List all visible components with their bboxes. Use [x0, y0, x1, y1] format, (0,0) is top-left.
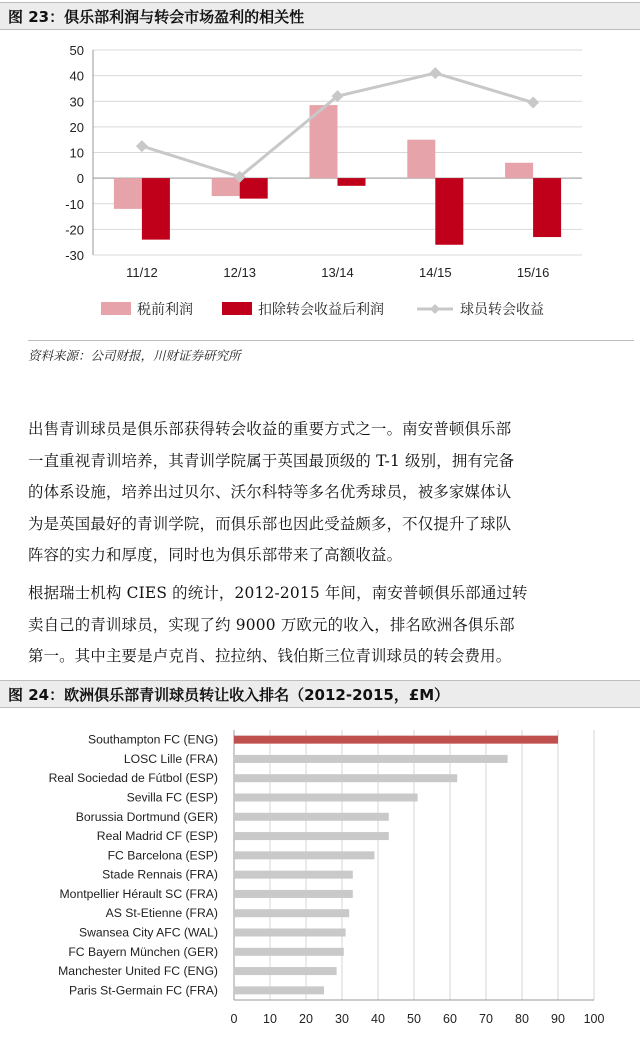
- category-label: Southampton FC (ENG): [87, 732, 218, 747]
- category-label: Real Madrid CF (ESP): [96, 829, 218, 844]
- category-label: FC Barcelona (ESP): [107, 848, 218, 863]
- bar: [234, 851, 374, 859]
- y-tick-label: 10: [69, 145, 84, 161]
- line-point: [527, 97, 539, 109]
- paragraph-line: 为是英国最好的青训学院，而俱乐部也因此受益颇多，不仅提升了球队: [28, 514, 512, 533]
- bar: [234, 774, 457, 782]
- line-point: [136, 140, 148, 152]
- x-tick-label: 80: [515, 1012, 529, 1026]
- legend-label: 球员转会收益: [460, 301, 544, 317]
- bar-pretax: [114, 178, 142, 209]
- category-label: Real Sociedad de Fútbol (ESP): [48, 771, 218, 786]
- legend-swatch-pretax: [101, 302, 131, 315]
- x-tick-label: 60: [443, 1012, 457, 1026]
- category-label: Paris St-Germain FC (FRA): [69, 983, 218, 998]
- x-tick-label: 15/16: [516, 265, 550, 280]
- bar-adjusted: [533, 178, 561, 237]
- bar: [234, 794, 418, 802]
- category-label: Swansea City AFC (WAL): [78, 925, 218, 940]
- bar: [234, 832, 389, 840]
- figure-24-chart: [0, 710, 640, 1038]
- category-label: FC Bayern München (GER): [68, 944, 218, 959]
- bar: [234, 929, 346, 937]
- x-tick-label: 12/13: [223, 265, 256, 280]
- category-label: LOSC Lille (FRA): [123, 751, 218, 766]
- bar: [234, 755, 508, 763]
- figure-24-title: 图 24：欧洲俱乐部青训球员转让收入排名（2012-2015，£M）: [0, 680, 640, 708]
- x-tick-label: 30: [335, 1012, 349, 1026]
- paragraph-1: [28, 414, 632, 572]
- legend-swatch-adjusted: [222, 302, 252, 315]
- paragraph-line: 第一。其中主要是卢克肖、拉拉纳、钱伯斯三位青训球员的转会费用。: [28, 647, 512, 665]
- category-label: Borussia Dortmund (GER): [75, 809, 218, 824]
- legend-label: 扣除转会收益后利润: [258, 301, 384, 317]
- bar: [234, 890, 353, 898]
- x-tick-label: 13/14: [321, 265, 354, 280]
- bar: [234, 967, 337, 975]
- x-tick-label: 0: [230, 1012, 238, 1026]
- line-point: [429, 67, 441, 79]
- category-label: Stade Rennais (FRA): [102, 867, 218, 882]
- y-tick-label: -10: [65, 196, 84, 212]
- y-tick-label: -20: [65, 222, 84, 238]
- legend-label: 税前利润: [137, 301, 193, 317]
- bar-adjusted: [338, 178, 366, 186]
- category-label: Montpellier Hérault SC (FRA): [59, 886, 218, 901]
- y-tick-label: -30: [65, 248, 84, 263]
- bar: [234, 909, 349, 917]
- bar-adjusted: [435, 178, 463, 245]
- figure-23-title: 图 23：俱乐部利润与转会市场盈利的相关性: [0, 2, 640, 30]
- category-label: AS St-Etienne (FRA): [105, 906, 218, 921]
- paragraph-line: 根据瑞士机构 CIES 的统计，2012-2015 年间，南安普顿俱乐部通过转: [28, 584, 528, 602]
- paragraph-line: 阵容的实力和厚度，同时也为俱乐部带来了高额收益。: [28, 546, 403, 564]
- x-tick-label: 20: [299, 1012, 313, 1026]
- x-tick-label: 11/12: [126, 265, 158, 280]
- y-tick-label: 40: [69, 68, 84, 84]
- bar-pretax: [505, 163, 533, 178]
- bar-adjusted: [142, 178, 170, 240]
- bar-pretax: [212, 178, 240, 196]
- bar: [234, 736, 558, 744]
- category-label: Sevilla FC (ESP): [126, 790, 218, 805]
- category-label: Manchester United FC (ENG): [58, 964, 218, 979]
- bar-adjusted: [240, 178, 268, 199]
- x-tick-label: 40: [371, 1012, 385, 1026]
- figure-23-chart: [0, 30, 640, 340]
- bar: [234, 813, 389, 821]
- y-tick-label: 0: [76, 171, 84, 187]
- bar: [234, 986, 324, 994]
- paragraph-2: [28, 578, 632, 673]
- source-divider: [28, 340, 634, 341]
- x-tick-label: 90: [551, 1012, 565, 1026]
- y-tick-label: 30: [69, 94, 84, 110]
- y-tick-label: 50: [69, 43, 84, 58]
- x-tick-label: 70: [479, 1012, 493, 1026]
- x-tick-label: 10: [263, 1012, 277, 1026]
- paragraph-line: 卖自己的青训球员，实现了约 9000 万欧元的收入，排名欧洲各俱乐部: [28, 615, 515, 634]
- paragraph-line: 一直重视青训培养，其青训学院属于英国最顶级的 T-1 级别，拥有完备: [28, 451, 515, 470]
- legend-swatch-marker: [430, 304, 440, 314]
- bar-pretax: [407, 140, 435, 178]
- bar: [234, 871, 353, 879]
- paragraph-line: 的体系设施，培养出过贝尔、沃尔科特等多名优秀球员，被多家媒体认: [28, 483, 512, 501]
- x-tick-label: 50: [407, 1012, 421, 1026]
- bar: [234, 948, 344, 956]
- y-tick-label: 20: [69, 119, 84, 135]
- x-tick-label: 14/15: [419, 265, 452, 280]
- x-tick-label: 100: [583, 1012, 605, 1026]
- paragraph-line: 出售青训球员是俱乐部获得转会收益的重要方式之一。南安普顿俱乐部: [28, 420, 512, 438]
- source-note: 资料来源：公司财报，川财证券研究所: [28, 348, 241, 363]
